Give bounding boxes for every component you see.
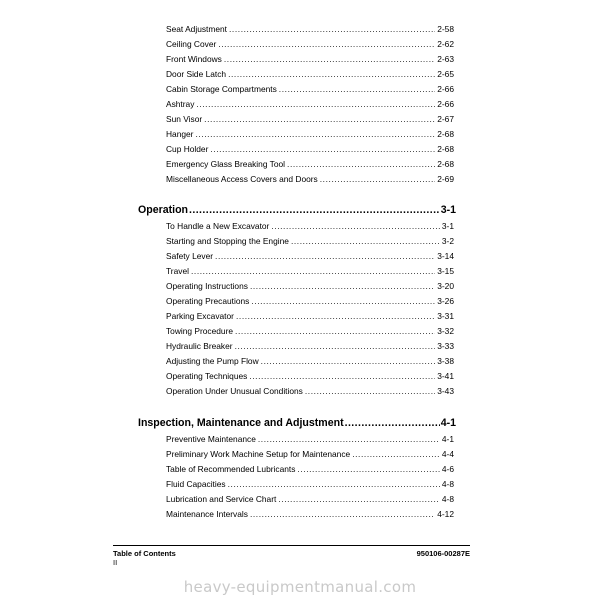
toc-entry-title: To Handle a New Excavator	[166, 221, 270, 231]
toc-entry-title: Emergency Glass Breaking Tool	[166, 159, 286, 169]
leader-dots	[189, 203, 440, 217]
toc-entry	[166, 281, 454, 292]
leader-dots	[320, 174, 435, 185]
toc-entry-page: 4-4	[441, 449, 454, 459]
toc-entry	[166, 311, 454, 322]
leader-dots	[228, 69, 435, 80]
toc-entry-title: Seat Adjustment	[166, 24, 227, 34]
toc-section-heading	[138, 203, 456, 217]
footer-title: Table of Contents	[113, 549, 176, 558]
toc-entry-title: Lubrication and Service Chart	[166, 494, 277, 504]
toc-entry	[166, 54, 454, 65]
leader-dots	[191, 266, 435, 277]
toc-entry	[166, 371, 454, 382]
toc-entry-title: Safety Lever	[166, 251, 214, 261]
toc-entry-page: 4-1	[441, 434, 454, 444]
toc-entry	[166, 251, 454, 262]
toc-entry-page: 4-12	[437, 509, 454, 519]
toc-entry-page: 3-15	[437, 266, 454, 276]
toc-entry	[166, 236, 454, 247]
leader-dots	[249, 371, 435, 382]
leader-dots	[261, 356, 436, 367]
leader-dots	[297, 464, 439, 475]
leader-dots	[305, 386, 435, 397]
footer-divider	[113, 545, 470, 546]
leader-dots	[235, 341, 436, 352]
toc-entry-page: 3-2	[441, 236, 454, 246]
leader-dots	[236, 311, 435, 322]
toc-entry-page: 3-33	[437, 341, 454, 351]
toc-entry-page: 3-43	[437, 386, 454, 396]
toc-entry-page: 3-1	[441, 221, 454, 231]
toc-section-title: Operation	[138, 204, 189, 216]
toc-entry-title: Hanger	[166, 129, 194, 139]
toc-entry-title: Operating Techniques	[166, 371, 248, 381]
toc-entry-page: 4-8	[441, 494, 454, 504]
leader-dots	[271, 221, 440, 232]
toc-entry	[166, 449, 454, 460]
toc-entry-title: Maintenance Intervals	[166, 509, 248, 519]
leader-dots	[224, 54, 435, 65]
toc-entry	[166, 494, 454, 505]
toc-entry-title: Operation Under Unusual Conditions	[166, 386, 303, 396]
leader-dots	[210, 144, 435, 155]
toc-entry-title: Fluid Capacities	[166, 479, 226, 489]
toc-entry-page: 2-62	[437, 39, 454, 49]
leader-dots	[229, 24, 435, 35]
toc-entry-page: 2-65	[437, 69, 454, 79]
toc-entry	[166, 129, 454, 140]
toc-entry	[166, 114, 454, 125]
toc-entry	[166, 341, 454, 352]
toc-entry	[166, 434, 454, 445]
leader-dots	[345, 416, 440, 430]
toc-entry-title: Operating Instructions	[166, 281, 248, 291]
toc-entry-title: Preliminary Work Machine Setup for Maintenance	[166, 449, 351, 459]
toc-entry-title: Starting and Stopping the Engine	[166, 236, 289, 246]
toc-section-heading	[138, 416, 456, 430]
leader-dots	[352, 449, 440, 460]
toc-entry-page: 2-68	[437, 159, 454, 169]
toc-entry-title: Cabin Storage Compartments	[166, 84, 277, 94]
toc-entry-page: 3-31	[437, 311, 454, 321]
toc-entry-title: Front Windows	[166, 54, 222, 64]
toc-entry-title: Table of Recommended Lubricants	[166, 464, 296, 474]
leader-dots	[204, 114, 435, 125]
toc-section-page: 4-1	[440, 417, 456, 429]
toc-entry-title: Ashtray	[166, 99, 195, 109]
toc-section-title: Inspection, Maintenance and Adjustment	[138, 417, 344, 429]
toc-entry-page: 2-66	[437, 84, 454, 94]
toc-entry-page: 2-63	[437, 54, 454, 64]
footer-page-number: II	[113, 558, 118, 567]
toc-entry	[166, 326, 454, 337]
toc-section-page: 3-1	[440, 204, 456, 216]
toc-entry-page: 2-66	[437, 99, 454, 109]
toc-entry-page: 3-20	[437, 281, 454, 291]
leader-dots	[228, 479, 440, 490]
toc-entry	[166, 39, 454, 50]
toc-entry-title: Miscellaneous Access Covers and Doors	[166, 174, 318, 184]
leader-dots	[195, 129, 435, 140]
toc-entry	[166, 464, 454, 475]
watermark: heavy-equipmentmanual.com	[183, 578, 417, 596]
toc-entry-title: Ceiling Cover	[166, 39, 217, 49]
toc-entry	[166, 69, 454, 80]
toc-entry-page: 3-32	[437, 326, 454, 336]
leader-dots	[218, 39, 435, 50]
toc-entry-title: Cup Holder	[166, 144, 209, 154]
toc-entry-title: Sun Visor	[166, 114, 203, 124]
toc-entry	[166, 509, 454, 520]
toc-entry	[166, 144, 454, 155]
toc-entry	[166, 356, 454, 367]
toc-entry-page: 3-38	[437, 356, 454, 366]
leader-dots	[258, 434, 440, 445]
leader-dots	[291, 236, 440, 247]
toc-entry-page: 2-67	[437, 114, 454, 124]
toc-entry	[166, 24, 454, 35]
toc-entry-page: 2-68	[437, 129, 454, 139]
toc-entry	[166, 159, 454, 170]
toc-entry-page: 3-41	[437, 371, 454, 381]
leader-dots	[251, 296, 435, 307]
leader-dots	[279, 84, 435, 95]
toc-entry-title: Door Side Latch	[166, 69, 227, 79]
toc-entry-title: Travel	[166, 266, 189, 276]
toc-entry	[166, 99, 454, 110]
leader-dots	[250, 509, 435, 520]
toc-entry-page: 3-26	[437, 296, 454, 306]
toc-entry-page: 2-68	[437, 144, 454, 154]
toc-entry	[166, 386, 454, 397]
toc-entry	[166, 266, 454, 277]
toc-entry	[166, 221, 454, 232]
leader-dots	[235, 326, 435, 337]
footer-doc-number: 950106-00287E	[416, 549, 470, 558]
toc-entry	[166, 84, 454, 95]
toc-entry-page: 2-58	[437, 24, 454, 34]
toc-entry	[166, 479, 454, 490]
leader-dots	[278, 494, 440, 505]
toc-entry-title: Parking Excavator	[166, 311, 234, 321]
leader-dots	[287, 159, 435, 170]
toc-entry-page: 3-14	[437, 251, 454, 261]
toc-entry-title: Hydraulic Breaker	[166, 341, 233, 351]
leader-dots	[215, 251, 435, 262]
toc-entry	[166, 296, 454, 307]
toc-entry-page: 2-69	[437, 174, 454, 184]
toc-entry-title: Operating Precautions	[166, 296, 250, 306]
toc-entry-title: Adjusting the Pump Flow	[166, 356, 259, 366]
toc-entry	[166, 174, 454, 185]
toc-entry-page: 4-8	[441, 479, 454, 489]
leader-dots	[250, 281, 435, 292]
toc-entry-page: 4-6	[441, 464, 454, 474]
leader-dots	[196, 99, 435, 110]
toc-entry-title: Preventive Maintenance	[166, 434, 256, 444]
toc-entry-title: Towing Procedure	[166, 326, 234, 336]
